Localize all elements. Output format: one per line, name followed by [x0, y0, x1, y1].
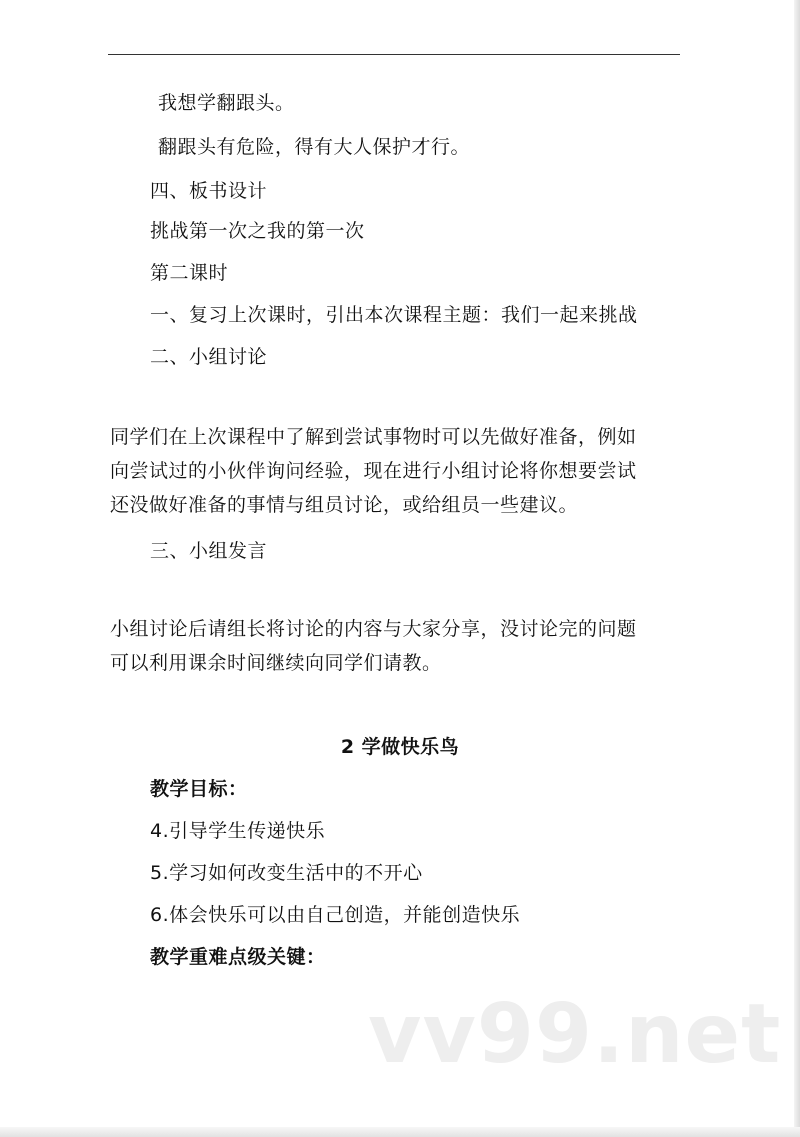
watermark-text: vv99.net [368, 987, 782, 1082]
text-line: 我想学翻跟头。 [158, 92, 295, 114]
key-points-heading: 教学重难点级关键： [150, 946, 326, 968]
goal-item: 6.体会快乐可以由自己创造，并能创造快乐 [150, 904, 521, 926]
goal-item: 5.学习如何改变生活中的不开心 [150, 862, 423, 884]
section-heading: 四、板书设计 [150, 180, 268, 202]
page-edge-shadow [794, 0, 800, 1137]
paragraph-line: 还没做好准备的事情与组员讨论，或给组员一些建议。 [110, 494, 579, 516]
paragraph-line: 同学们在上次课程中了解到尝试事物时可以先做好准备，例如 [110, 426, 637, 448]
text-line: 翻跟头有危险，得有大人保护才行。 [158, 136, 471, 158]
header-rule [108, 54, 680, 55]
paragraph-line: 小组讨论后请组长将讨论的内容与大家分享，没讨论完的问题 [110, 618, 637, 640]
section-heading: 二、小组讨论 [150, 346, 268, 368]
section-heading: 三、小组发言 [150, 540, 268, 562]
text-line: 挑战第一次之我的第一次 [150, 220, 365, 242]
text-line: 第二课时 [150, 262, 229, 284]
text-line: 一、复习上次课时，引出本次课程主题：我们一起来挑战 [150, 304, 638, 326]
paragraph-line: 向尝试过的小伙伴询问经验，现在进行小组讨论将你想要尝试 [110, 460, 637, 482]
paragraph-line: 可以利用课余时间继续向同学们请教。 [110, 652, 442, 674]
page-bottom-shadow [0, 1127, 800, 1137]
lesson-title: 2 学做快乐鸟 [340, 736, 460, 758]
goals-heading: 教学目标： [150, 778, 248, 800]
goal-item: 4.引导学生传递快乐 [150, 820, 326, 842]
